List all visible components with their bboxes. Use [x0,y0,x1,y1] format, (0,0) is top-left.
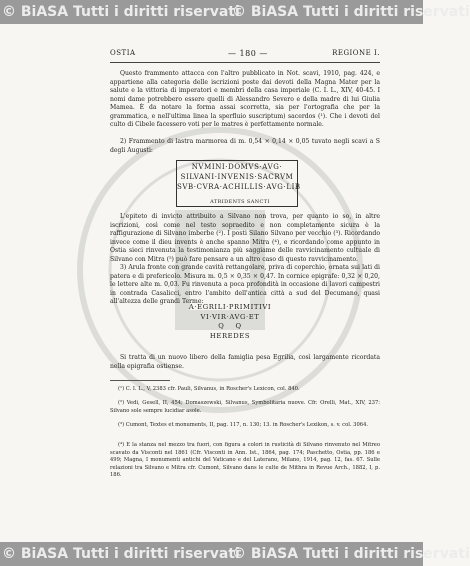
footnote: (¹) C. I. L., V, 2383 cfr. Pauli, Silvanus, in Roscher's Lexicon, col. 840. [118,386,300,392]
watermark-text: © BiASA Tutti i diritti riservati [2,4,240,20]
header-rule [110,62,380,63]
inscription-block [150,303,310,341]
watermark-text: © BiASA Tutti i diritti riservati [232,4,470,20]
watermark-text: © BiASA Tutti i diritti riservati [232,546,470,562]
paragraph: L'epiteto di invicto attribuito a Silvano non trova, per quanto io so, in altre iscrizioni, così come nel testo sopraedito e non completamente sicura è la raffigurazione di Silvano imberbe (²). I posti Silano Silvano per vecchio (³). Ricordando invece come il dieu invents è anche spanno Mitra (⁴), e ricordando come appunto in Ostia sieci rinvenuta la testimonianza più saggiame delle ravvicinamento cultuale di Silvano con Mitra (⁵) può fare pensare a un altro caso di questo ravvicinamento. [110,213,380,263]
inscription-line: A·EGRILI·PRIMITIVI [188,303,272,311]
watermark-text: © BiASA Tutti i diritti riservati [2,546,240,562]
inscription-line: NVMINI·DOMVS·AVG· [191,163,283,171]
inscription-line: VI·VIR·AVG·ET [200,312,260,321]
paragraph: Si tratta di un nuovo libero della famiglia pesa Egrilia, così largamente ricordata nella epigrafia ostiense. [110,354,380,370]
footnote-rule [110,380,170,381]
inscription-caption: ATRIDENTS SANCTI [210,199,270,205]
paragraph: 2) Frammento di lastra marmorea di m. 0,54 × 0,14 × 0,05 tuvato negli scavi a S degli Augusti: [110,138,380,154]
watermark-banner-bottom [0,542,470,566]
header-left: OSTIA [110,49,136,57]
inscription-line: SILVANI·INVENIS·SACRVM [180,173,294,181]
footnote: (³) Cumont, Textes et monuments, II, pag. 117, n. 130; 13. in Roscher's Lexikon, s. v. col. 3064. [118,422,369,428]
footnote: (⁴) E la stanza nel mezzo tra fuori, con figura a colori in rusticità di Silvano rinvenuto nel Mitreo scavato da Visconti nel 1861 (Cfr. Visconti in Ann. Ist., 1864, pag. 174; Paschetto, Ostia, pp. 186 e 499; Magna, I monumenti antichi del Vaticano e del Laterano, Milano, 1914, pag. 12, fas. 67. Sulle relazioni tra Silvano e Mitra cfr. Cumont, Silvano dans le culte de Mithra in Revue Arch., 1882, I, p. 186. [110,442,380,479]
inscription-line: SVB·CVRA·ACHILLIS·AVG·LIB [177,183,301,191]
watermark-banner-top [0,0,470,24]
inscription-line: HEREDES [209,331,251,340]
paragraph: 3) Arula fronte con grande cavità rettangolare, priva di coperchio, ornata sui lati di patera e di prefericolo. Misura m. 0,5 × 0,35 × 0,47. In cornice epigrafe: 0,32 × 0,20, le lettere alte m. 0,03. Fu rinvenuta a poca profondità in occasione di lavori campestri in contrada Casalicci, entro l'ambito dell'antica città a sud del Decumano, quasi all'altezza delle grandi Terme: [110,264,380,305]
inscription-line: Q Q [218,322,242,331]
footnote: (²) Vedi, Gesell, II, 454; Domaszewski, Silvanus, Symbolitaria nuove. Cfr. Orelli, Mat., XIV, 237: Silvano sole sempre lucidiar asole. [110,400,380,414]
page-number: — 180 — [228,49,268,58]
header-right: REGIONE I. [332,49,380,57]
running-header [110,49,380,63]
paragraph: Questo frammento attacca con l'altro pubblicato in Not. scavi, 1910, pag. 424, e appartiene alla categoria delle iscrizioni poste dai devoti della Magna Mater per la salute e la vittoria di imperatori e membri della casa imperiale (C. I. L., XIV, 40-45. I nomi dame potrebbero essere quelli di Alessandro Severo e della madre di lui Giulia Mamea. È da notare la forma assai scorretta, sia per l'ortografia che per la grammatica, e nell'ultima linea la sperfluio suscriptum) sacerdos (¹). Che i devoti del culto di Cibele facessero voti per le matres è perfettamente normale. [110,70,380,128]
